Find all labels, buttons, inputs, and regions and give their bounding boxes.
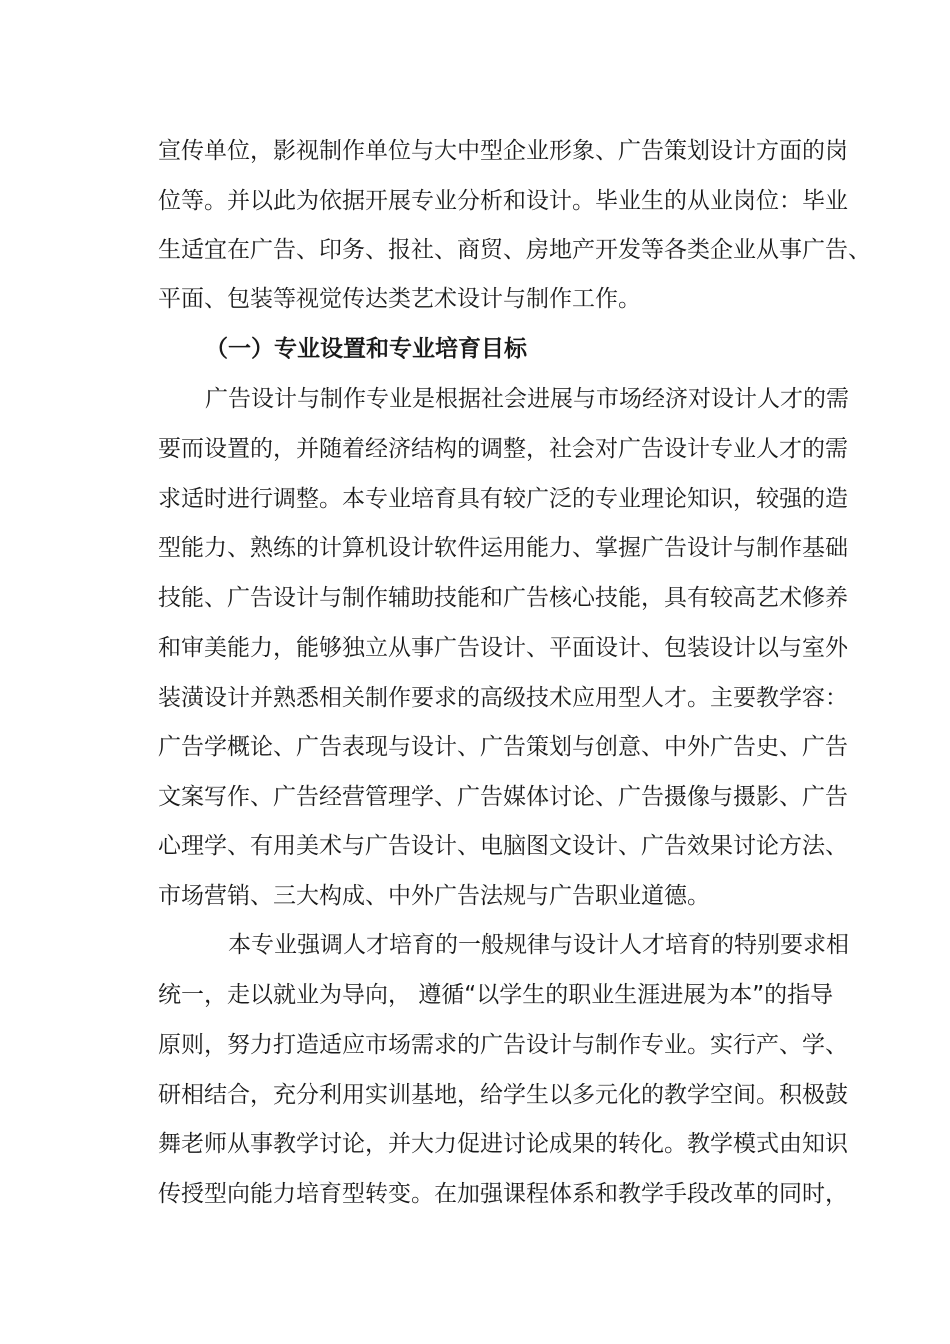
text-line: 传授型向能力培育型转变。在加强课程体系和教学手段改革的同时， [158,1181,848,1207]
text-line: 位等。并以此为依据开展专业分析和设计。毕业生的从业岗位：毕业 [158,188,848,214]
text-line: 心理学、有用美术与广告设计、电脑图文设计、广告效果讨论方法、 [158,833,848,859]
text-line: 宣传单位，影视制作单位与大中型企业形象、广告策划设计方面的岗 [158,138,848,164]
text-line: 统一，走以就业为导向， 遵循“以学生的职业生涯进展为本”的指导 [158,982,834,1008]
text-line: 型能力、熟练的计算机设计软件运用能力、掌握广告设计与制作基础 [158,535,848,561]
text-line: 平面、包装等视觉传达类艺术设计与制作工作。 [158,286,641,312]
text-line: 广告学概论、广告表现与设计、广告策划与创意、中外广告史、广告 [158,734,848,760]
text-line: 舞老师从事教学讨论，并大力促进讨论成果的转化。教学模式由知识 [158,1131,848,1157]
text-line: 求适时进行调整。本专业培育具有较广泛的专业理论知识，较强的造 [158,486,848,512]
text-line: 要而设置的，并随着经济结构的调整，社会对广告设计专业人才的需 [158,436,848,462]
text-line: 市场营销、三大构成、中外广告法规与广告职业道德。 [158,883,710,909]
text-line: 文案写作、广告经营管理学、广告媒体讨论、广告摄像与摄影、广告 [158,784,848,810]
text-line: 生适宜在广告、印务、报社、商贸、房地产开发等各类企业从事广告、 [158,237,871,263]
text-line: 装潢设计并熟悉相关制作要求的高级技术应用型人才。主要教学容： [158,685,848,711]
text-line: 原则，努力打造适应市场需求的广告设计与制作专业。实行产、学、 [158,1032,848,1058]
text-line: 研相结合，充分利用实训基地，给学生以多元化的教学空间。积极鼓 [158,1082,848,1108]
paragraph-first-line: 本专业强调人才培育的一般规律与设计人才培育的特别要求相 [228,932,849,958]
text-line: 技能、广告设计与制作辅助技能和广告核心技能，具有较高艺术修养 [158,585,848,611]
section-heading: （一）专业设置和专业培育目标 [205,336,527,362]
text-line: 和审美能力，能够独立从事广告设计、平面设计、包装设计以与室外 [158,635,848,661]
paragraph-first-line: 广告设计与制作专业是根据社会进展与市场经济对设计人才的需 [205,386,849,412]
